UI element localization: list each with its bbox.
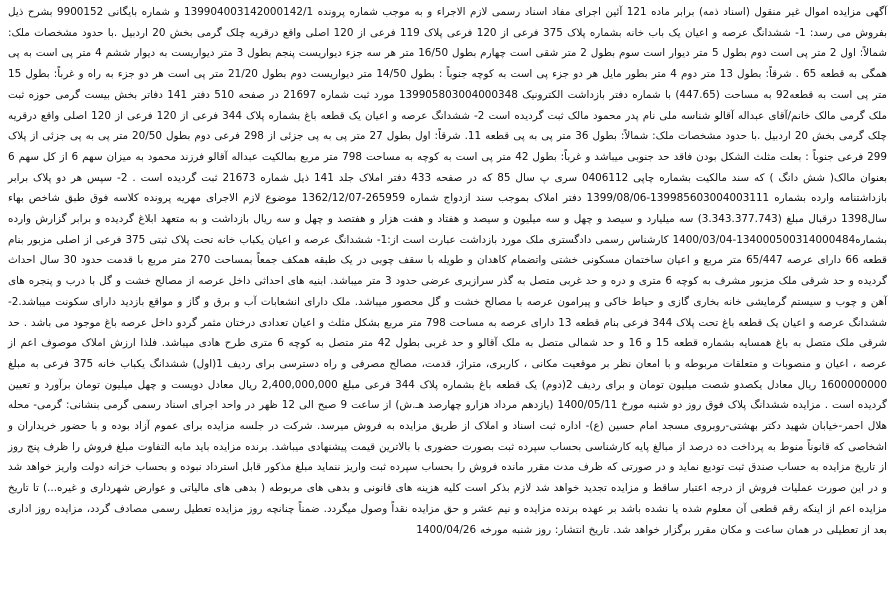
- auction-notice-text: آگهی مزایده اموال غیر منقول (اسناد ذمه) برابر ماده 121 آئین اجرای مفاد اسناد رسمی لازم الاجراء و به موجب شماره پرونده 139904003142000142/1 و شماره بایگانی 9900152 بشرح ذیل بفروش می رسد: 1- ششدانگ عرصه و اعیان یک باب خانه بشماره پلاک 375 فرعی از 120 فرعی پلاک 119 فرعی از 120 اصلی واقع درقریه چلک گرمی بخش 20 اردبیل .با حدود مشخصات ملک: شمالاً: اول 2 متر پی است دوم بطول 5 متر دیوار است سوم بطول 2 متر شقی است چهارم بطول 16/50 متر هر سه جزء دیواریست پنجم بطول 3 متر دیواریست به دیوار ششم 4 متر پی است به پی همگی به قطعه 65 . شرقاً: بطول 13 متر دوم 4 متر بطور مایل هر دو جزء پی است به کوچه جنوباً : بطول 14/50 متر دیواریست دوم بطول 21/20 متر پی است هر دو جزء به راه و غرباً: بطول 15 متر پی است به قطعه92 به مساحت (447.65) با شماره دفتر بازداشت الکترونیک 139905803004000348 مورد ثبت شماره 21697 در صفحه 510 دفتر 141 دفاتر بخش بیست گرمی حوزه ثبت ملک گرمی مالک خانم/آقای عبداله آقالو شناسه ملی نام پدر محمود مالک ثبت گردیده است 2- ششدانگ عرصه و اعیان یک قطعه باغ بشماره پلاک 344 فرعی از 120 فرعی از 120 اصلی واقع درقریه چلک گرمی بخش 20 اردبیل .با حدود مشخصات ملک: شمالاً: بطول 36 متر پی به پی قطعه 11. شرقاً: اول بطول 27 متر پی به پی جزئی از 298 فرعی دوم بطول 20/50 متر پی به پی جزئی از پلاک 299 فرعی جنوباً : بعلت مثلث الشکل بودن فاقد حد جنوبی میباشد و غرباً: بطول 42 متر پی است به کوچه به مساحت 798 متر مربع بمالکیت عبداله آقالو فرزند محمود به میزان سهم 6 از کل سهم 6 بعنوان مالک( شش دانگ ) که سند مالکیت بشماره چاپی 0406112 سری پ سال 85 که در صفحه 433 دفتر املاک جلد 141 ذیل شماره 21673 ثبت گردیده است . 2- سپس هر دو پلاک برابر بازداشتنامه وارده بشماره 139985603004003111-1399/08/06 دفتر املاک بموجب سند ازدواج شماره 265959-1362/12/07 موضوع لازم الاجرای مهریه پرونده کلاسه فوق طبق شاخص بهاء سال1398 درقبال مبلغ (3.343.377.743) سه میلیارد و سیصد و چهل و سه میلیون و سیصد و هفتاد و هفت هزار و هفتصد و چهل و سه ریال بازداشت و به متعهد ابلاغ گردیده و برابر گزارش وارده بشماره134000500314000484-1400/03/04 کارشناس رسمی دادگستری ملک مورد بازداشت عبارت است از:1- ششدانگ عرصه و اعیان یکباب خانه تحت پلاک ثبتی 375 فرعی از اصلی مزبور بنام قطعه 66 دارای عرصه 65/447 متر مربع و اعیان ساختمان مسکونی خشتی واتضمام کاهدان و طویله با سقف چوبی در یک طبقه همکف جمعاً بمساحت 270 متر مربع با قدمت حدود 30 سال احداث گردیده و حد شرقی ملک مزبور مشرف به کوچه 6 متری و دره و حد غربی متصل به گذر سرازیری عرضی حدود 3 متر میباشد. ابنیه های احداثی داخل عرصه از مصالح خشت و گل با درب و پنجره های آهن و چوب و سیستم گرمایشی خانه بخاری گازی و حیاط خاکی و پیرامون عرصه با مصالح خشت و گل محصور میباشد. ملک دارای انشعابات آب و برق و گاز و مواقع بازدید دارای سکونت میباشد.2- ششدانگ عرصه و اعیان یک قطعه باغ تحت پلاک 344 فرعی بنام قطعه 13 دارای عرصه به مساحت 798 متر مربع بشکل مثلث و اعیان تعدادی درختان مثمر گردو داخل عرصه باغ موجود می باشد . حد شرقی ملک متصل به باغ همسایه بشماره قطعه 15 و 16 و حد شمالی متصل به ملک آقالو و حد غربی بطول 42 متر متصل به کوچه 6 متری طرح هادی میباشد. فلذا ارزش املاک موصوف اعم از عرصه ، اعیان و منصوبات و متعلقات مربوطه و با امعان نظر بر موقعیت مکانی ، کاربری، متراژ، قدمت، مصالح مصرفی و راه دسترسی برای ردیف 1(اول) ششدانگ یکباب خانه 375 فرعی به مبلغ 1600000000 ریال معادل یکصدو شصت میلیون تومان و برای ردیف 2(دوم) یک قطعه باغ بشماره پلاک 344 فرعی مبلغ 2,400,000,000 ریال معادل دویست و چهل میلیون تومان برآورد و تعیین گردیده است . مزایده ششدانگ پلاک فوق روز دو شنبه مورخ 1400/05/11 (یازدهم مرداد هزارو چهارصد هـ.ش) از ساعت 9 صبح الی 12 ظهر در واحد اجرای اسناد رسمی گرمی بنشانی: گرمی- محله هلال احمر-خیابان شهید دکتر بهشتی-روبروی مسجد امام حسین (ع)- اداره ثبت اسناد و املاک از طریق مزایده به فروش میرسد. شرکت در جلسه مزایده برای عموم آزاد بوده و با حضور خریداران و اشخاصی که قانوناً منوط به پرداخت ده درصد از مبالغ پایه کارشناسی بحساب سپرده ثبت بصورت حضوری با بالاترین قیمت پیشنهادی میباشد. برنده مزایده باید مابه التفاوت مبلغ فروش را ظرف پنج روز از تاریخ مزایده به حساب صندق ثبت تودیع نماید و در صورتی که ظرف مدت مقرر مانده فروش را بحساب سپرده ثبت واریز ننماید مبلغ مذکور قابل استرداد نبوده و بحساب خزانه دولت واریز خواهد شد و در این صورت عملیات فروش از درجه اعتبار ساقط و مزایده تجدید خواهد شد لازم بذکر است کلیه هزینه های قانونی و بدهی های مربوطه ( بدهی های مالیاتی و عوارض شهرداری و غیره...) تا تاریخ مزایده اعم از اینکه رقم قطعی آن معلوم شده یا نشده باشد بر عهده برنده مزایده و نیم عشر و حق مزایده نقداً وصول میگردد. ضمناً چنانچه روز مزایده تعطیل رسمی مصادف گردد، مزایده روز اداری بعد از تعطیلی در همان ساعت و مکان مقرر برگزار خواهد شد. تاریخ انتشار: روز شنبه مورخه 1400/04/26: [8, 6, 888, 536]
